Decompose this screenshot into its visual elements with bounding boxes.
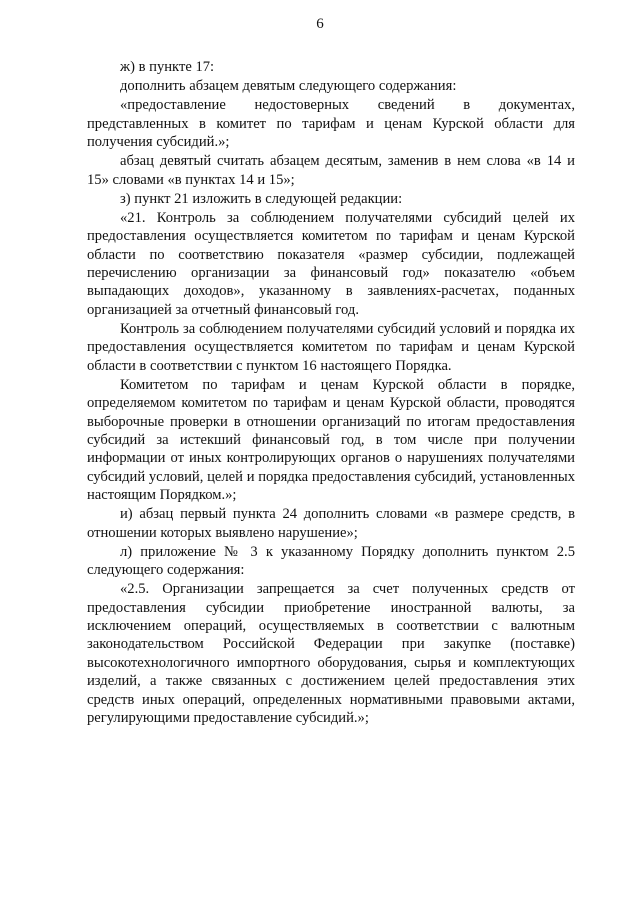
paragraph: дополнить абзацем девятым следующего содержания: — [120, 78, 457, 95]
document-body — [87, 58, 575, 728]
paragraph: абзац девятый считать абзацем десятым, заменив в нем слова «в 14 и 15» словами «в пунктах 14 и 15»; — [87, 153, 575, 188]
page-number: 6 — [316, 16, 324, 32]
paragraph: Контроль за соблюдением получателями субсидий условий и порядка их предоставления осуществляется комитетом по тарифам и ценам Курской области в соответствии с пунктом 16 настоящего Порядка. — [87, 320, 575, 374]
paragraph: ж) в пункте 17: — [120, 59, 215, 75]
paragraph: «2.5. Организации запрещается за счет полученных средств от предоставления субсидии приобретение иностранной валюты, за исключением операций, осуществляемых в соответствии с валютным законодательством Российской Федерации при закупке (поставке) высокотехнологичного импортного оборудования, сырья и комплектующих изделий, а также связанных с достижением целей предоставления этих средств иных операций, определенных нормативными правовыми актами, регулирующими предоставление субсидий.»; — [87, 581, 575, 727]
paragraph: Комитетом по тарифам и ценам Курской области в порядке, определяемом комитетом по тарифам и ценам Курской области, проводятся выборочные проверки в отношении организаций по итогам предоставления субсидий за истекший финансовый год, в том числе при получении информации от иных контролирующих органов о нарушениях получателями субсидий условий, целей и порядка предоставления субсидий, установленных настоящим Порядком.»; — [87, 376, 575, 504]
paragraph: «21. Контроль за соблюдением получателями субсидий целей их предоставления осуществляется комитетом по тарифам и ценам Курской области по соответствию показателя «размер субсидии, подлежащей перечислению организации за финансовый год» показателю «объем выпадающих доходов», указанному в заявлениях-расчетах, поданных организацией за отчетный финансовый год. — [87, 209, 575, 318]
paragraph: з) пункт 21 изложить в следующей редакции: — [120, 190, 403, 207]
paragraph: л) приложение № 3 к указанному Порядку дополнить пунктом 2.5 следующего содержания: — [87, 543, 575, 579]
paragraph: «предоставление недостоверных сведений в документах, представленных в комитет по тарифам и ценам Курской области для получения субсидий.»; — [87, 97, 575, 150]
paragraph: и) абзац первый пункта 24 дополнить словами «в размере средств, в отношении которых выявлено нарушение»; — [87, 506, 575, 541]
